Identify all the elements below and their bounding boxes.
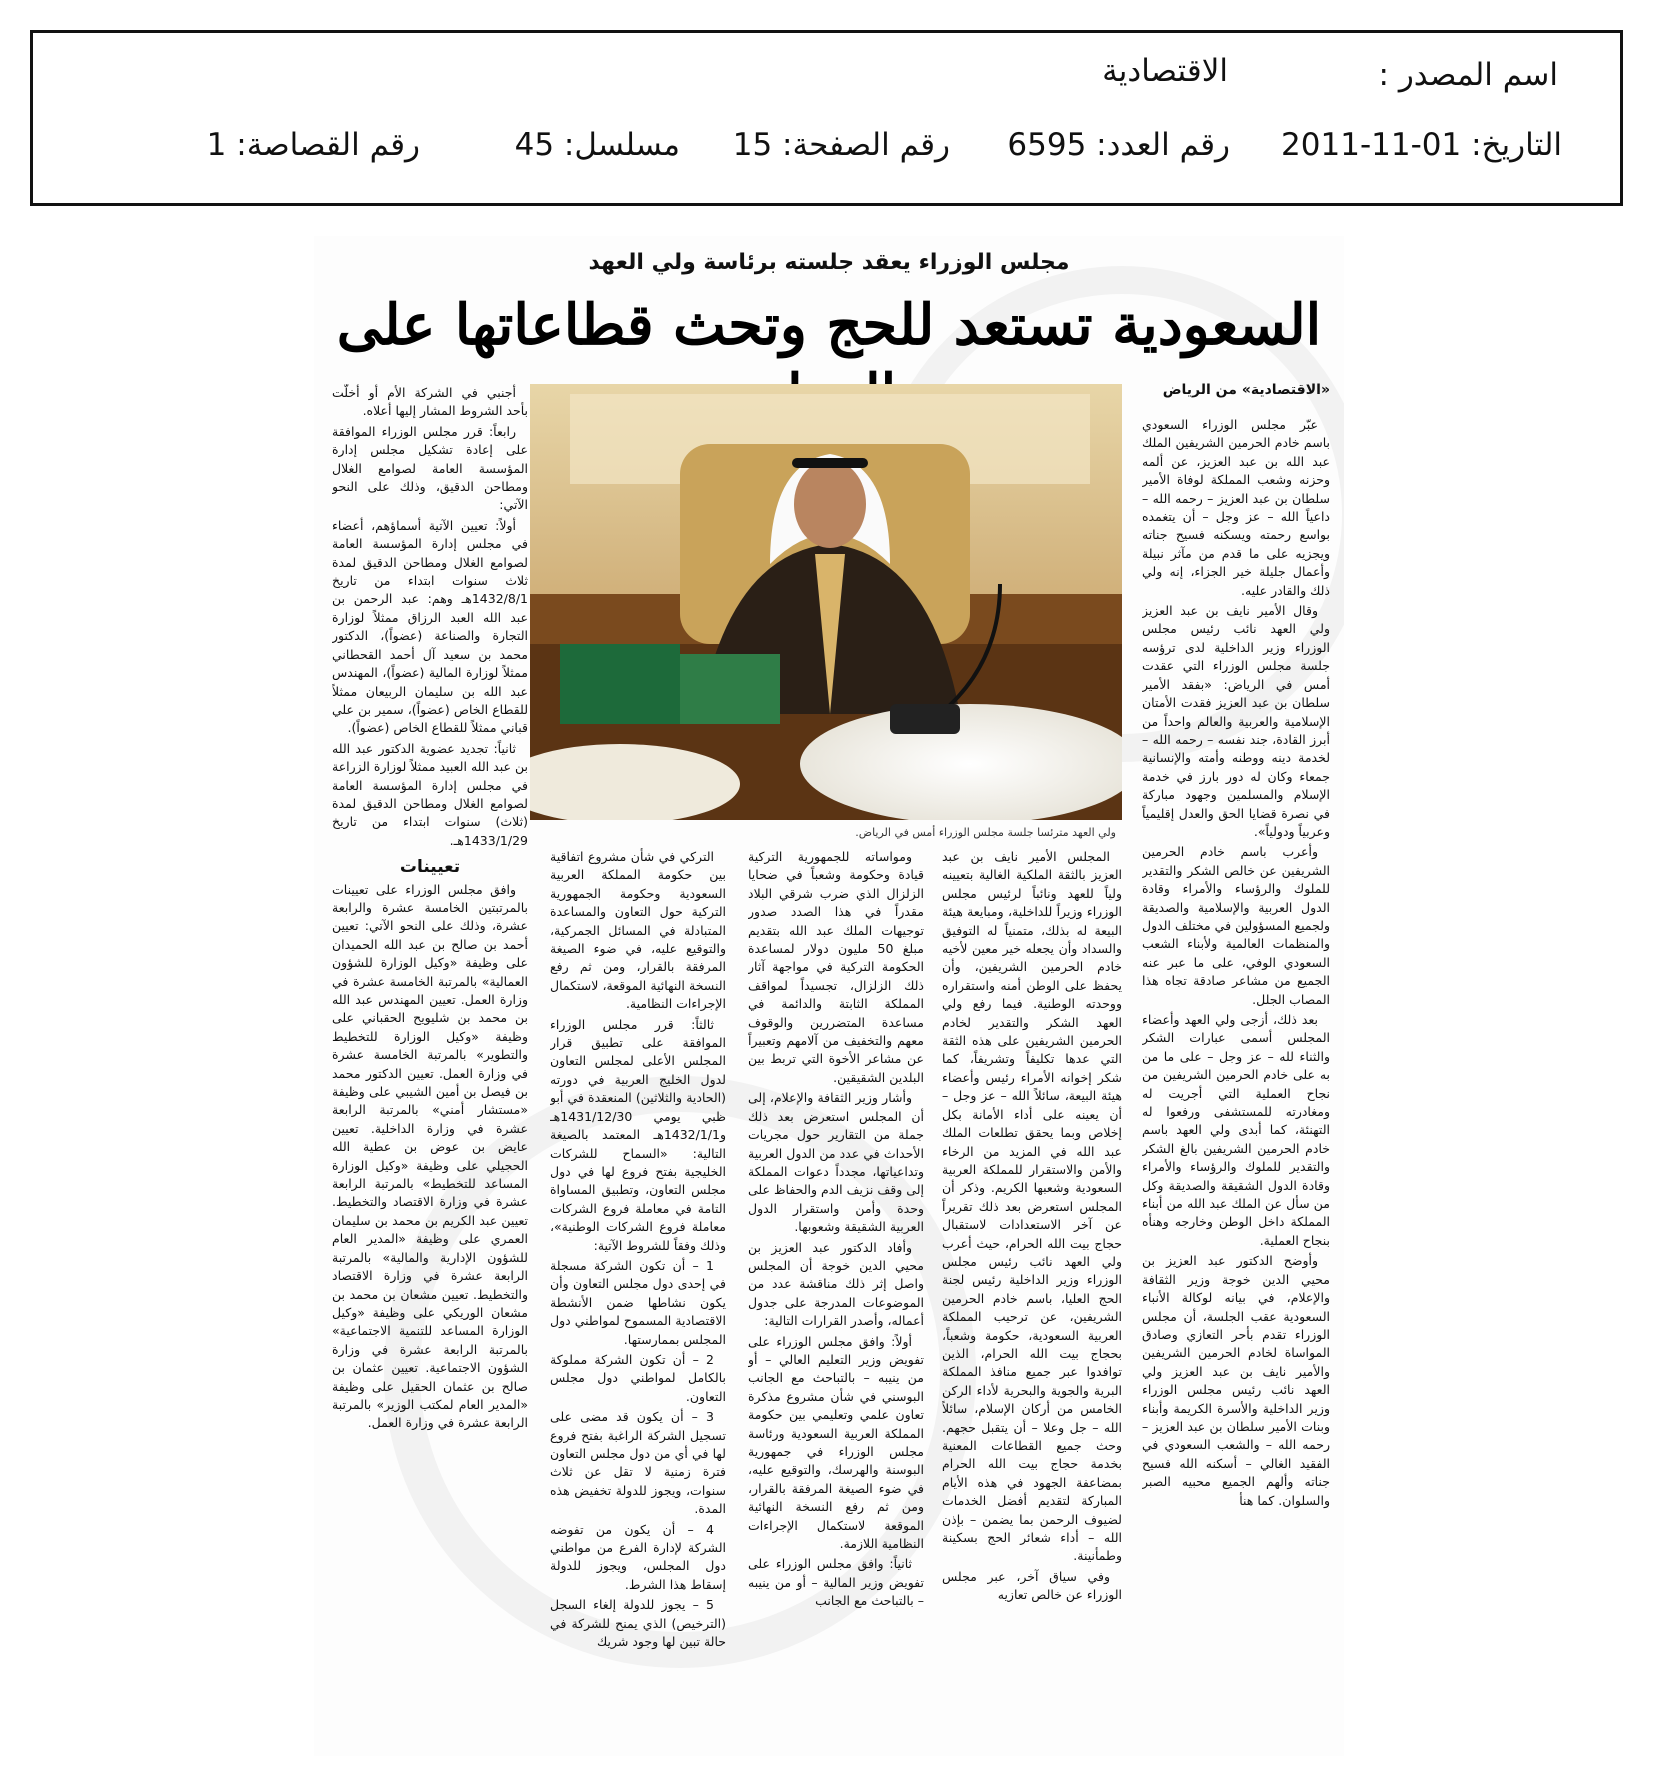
paragraph: 1 – أن تكون الشركة مسجلة في إحدى دول مجلس التعاون وأن يكون نشاطها ضمن الأنشطة الاقتصادية المسموح لمواطني دول المجلس بممارستها. <box>550 1257 726 1347</box>
paragraph: 3 – أن يكون قد مضى على تسجيل الشركة الراغبة بفتح فروع لها في أي من دول مجلس التعاون فترة زمنية لا تقل عن ثلاث سنوات، ويجوز للدولة تخفيض هذه المدة. <box>550 1409 726 1517</box>
article-photo <box>530 384 1122 820</box>
issue-number: رقم العدد: 6595 <box>1007 127 1230 163</box>
paragraph: 5 – يجوز للدولة إلغاء السجل (الترخيص) الذي يمنح للشركة في حالة تبين لها وجود شريك <box>550 1597 726 1650</box>
paragraph: المجلس الأمير نايف بن عبد العزيز بالثقة الملكية الغالية بتعيينه ولياً للعهد ونائباً لرئيس مجلس الوزراء وزيراً للداخلية، ومبايعة هيئة البيعة له بذلك، متمنياً له التوفيق والسداد وأن يجعله خير معين لأخيه خادم الحرمين الشريفين، وأن يحفظ على الوطن أمنه واستقراره ووحدته الوطنية. فيما رفع ولي العهد الشكر والتقدير لخادم الحرمين الشريفين على هذه الثقة التي عدها تكليفاً وتشريفاً، كما شكر إخوانه الأمراء رئيس وأعضاء هيئة البيعة، سائلاً الله – عز وجل – أن يعينه على أداء الأمانة بكل إخلاص وبما يحقق تطلعات الملك عبد الله في المزيد من الرخاء والأمن والاستقرار للمملكة العربية السعودية وشعبها الكريم. وذكر أن المجلس استعرض بعد ذلك تقريراً عن آخر الاستعدادات لاستقبال حجاج بيت الله الحرام، حيث أعرب ولي العهد نائب رئيس مجلس الوزراء وزير الداخلية رئيس لجنة الحج العليا، باسم خادم الحرمين الشريفين، عن ترحيب المملكة العربية السعودية، حكومة وشعباً، بحجاج بيت الله الحرام، الذين توافدوا عبر جميع منافذ المملكة البرية والجوية والبحرية لأداء الركن الخامس من أركان الإسلام، سائلاً الله – جل وعلا – أن يتقبل حجهم. وحث جميع القطاعات المعنية بخدمة حجاج بيت الله الحرام بمضاعفة الجهود في هذه الأيام المباركة لتقديم أفضل الخدمات لضيوف الرحمن بما يضمن – بإذن الله – أداء شعائر الحج بسكينة وطمأنينة. <box>942 849 1122 1564</box>
paragraph: ثانياً: وافق مجلس الوزراء على تفويض وزير المالية – أو من ينيبه – بالتباحث مع الجانب <box>748 1556 924 1609</box>
paragraph: أجنبي في الشركة الأم أو أخلّت بأحد الشروط المشار إليها أعلاه. <box>332 385 528 419</box>
date-field: التاريخ: 01-11-2011 <box>1281 127 1562 163</box>
paragraph: ثانياً: تجديد عضوية الدكتور عبد الله بن عبد الله العبيد ممثلاً لوزارة الزراعة في مجلس إدارة المؤسسة العامة لصوامع الغلال ومطاحن الدقيق لمدة (ثلاث) سنوات ابتداء من تاريخ 1433/1/29هـ. <box>332 740 528 848</box>
article-kicker: مجلس الوزراء يعقد جلسته برئاسة ولي العهد <box>588 250 1070 275</box>
article-column-5 <box>332 384 528 1746</box>
paragraph: وأعرب باسم خادم الحرمين الشريفين عن خالص الشكر والتقدير للملوك والرؤساء والأمراء وقادة الدول العربية والإسلامية والصديقة ولجميع المسؤولين في مختلف الدول والمنظمات العالمية ولأبناء الشعب السعودي الوفي، على ما عبر عنه الجميع من مشاعر صادقة تجاه هذا المصاب الجلل. <box>1142 844 1330 1007</box>
source-label: اسم المصدر : <box>1378 57 1558 93</box>
article-column-2 <box>942 848 1122 1746</box>
paragraph: وأوضح الدكتور عبد العزيز بن محيي الدين خوجة وزير الثقافة والإعلام، في بيانه لوكالة الأنباء السعودية عقب الجلسة، أن مجلس الوزراء تقدم بأحر التعازي وصادق المواساة لخادم الحرمين الشريفين والأمير نايف بن عبد العزيز ولي العهد نائب رئيس مجلس الوزراء وزير الداخلية والأسرة الكريمة وأبناء وبنات الأمير سلطان بن عبد العزيز – رحمه الله – والشعب السعودي في الفقيد الغالي – أسكنه الله فسيح جناته وألهم الجميع محبيه الصبر والسلوان. كما هنأ <box>1142 1253 1330 1508</box>
clipping-header <box>30 30 1623 206</box>
article-column-4 <box>550 848 726 1746</box>
section-heading: تعيينات <box>399 857 461 878</box>
paragraph: التركي في شأن مشروع اتفاقية بين حكومة المملكة العربية السعودية وحكومة الجمهورية التركية حول التعاون والمساعدة المتبادلة في المسائل الجمركية، والتوقيع عليه، في ضوء الصيغة المرفقة بالقرار، ومن ثم رفع النسخة النهائية الموقعة، لاستكمال الإجراءات النظامية. <box>550 849 726 1012</box>
source-name: الاقتصادية <box>1102 53 1228 89</box>
paragraph: وفي سياق آخر، عبر مجلس الوزراء عن خالص تعازيه <box>942 1568 1122 1603</box>
paragraph: أولاً: وافق مجلس الوزراء على تفويض وزير التعليم العالي – أو من ينيبه – بالتباحث مع الجانب البوسني في شأن مشروع مذكرة تعاون علمي وتعليمي بين حكومة المملكة العربية السعودية ورئاسة مجلس الوزراء في جمهورية البوسنة والهرسك، والتوقيع عليه، في ضوء الصيغة المرفقة بالقرار، ومن ثم رفع النسخة النهائية الموقعة لاستكمال الإجراءات النظامية اللازمة. <box>748 1333 924 1552</box>
paragraph: ومواساته للجمهورية التركية قيادة وحكومة وشعباً في ضحايا الزلزال الذي ضرب شرقي البلاد مقدراً في هذا الصدد صدور توجيهات الملك عبد الله بتقديم مبلغ 50 مليون دولار لمساعدة الحكومة التركية في مواجهة آثار ذلك الزلزال، تجسيداً لمواقف المملكة الثابتة والدائمة في مساعدة المتضررين والوقوف معهم والتخفيف من آلامهم وتعبيراً عن مشاعر الأخوة التي تربط بين البلدين الشقيقين. <box>748 849 924 1085</box>
photo-illustration <box>530 384 1122 820</box>
page-number: رقم الصفحة: 15 <box>732 127 950 163</box>
paragraph: بعد ذلك، أزجى ولي العهد وأعضاء المجلس أسمى عبارات الشكر والثناء لله – عز وجل – على ما من به على خادم الحرمين الشريفين من نجاح العملية التي أجريت له ومغادرته للمستشفى ورفعوا له التهنئة، كما أبدى ولي العهد باسم خادم الحرمين الشريفين بالغ الشكر والتقدير للملوك والرؤساء والأمراء وقادة الدول الشقيقة والصديقة وكل من سأل عن الملك عبد الله من أبناء المملكة داخل الوطن وخارجه وهنأه بنجاح العملية. <box>1142 1012 1330 1248</box>
paragraph: 2 – أن تكون الشركة مملوكة بالكامل لمواطني دول مجلس التعاون. <box>550 1351 726 1404</box>
article-byline: «الاقتصادية» من الرياض <box>1162 382 1330 398</box>
serial-number: مسلسل: 45 <box>514 127 680 163</box>
paragraph: وأشار وزير الثقافة والإعلام، إلى أن المجلس استعرض بعد ذلك جملة من التقارير حول مجريات الأحداث في عدد من الدول العربية وتداعياتها، مجدداً دعوات المملكة إلى وقف نزيف الدم والحفاظ على وحدة وأمن واستقرار الدول العربية الشقيقة وشعوبها. <box>748 1090 924 1235</box>
article-headline: السعودية تستعد للحج وتحث قطاعاتها على <box>336 292 1322 358</box>
newspaper-clipping <box>314 236 1344 1756</box>
paragraph: عبّر مجلس الوزراء السعودي باسم خادم الحرمين الشريفين الملك عبد الله بن عبد العزيز، عن ألمه وحزنه وشعب المملكة لوفاة الأمير سلطان بن عبد العزيز – رحمه الله – داعياً الله – عز وجل – أن يتغمده بواسع رحمته ويسكنه فسيح جناته ويجزيه على ما قدم من مآثر نبيلة وأعمال جليلة خير الجزاء، إنه ولي ذلك والقادر عليه. <box>1142 417 1330 598</box>
photo-caption: ولي العهد مترئسا جلسة مجلس الوزراء أمس في الرياض. <box>855 826 1116 839</box>
paragraph: وافق مجلس الوزراء على تعيينات بالمرتبتين الخامسة عشرة والرابعة عشرة، وذلك على النحو الآتي: تعيين أحمد بن صالح بن عبد الله الحميدان على وظيفة «وكيل الوزارة للشؤون العمالية» بالمرتبة الخامسة عشرة في وزارة العمل. تعيين المهندس عبد الله بن محمد بن شليويح الحقباني على وظيفة «وكيل الوزارة للتخطيط والتطوير» بالمرتبة الخامسة عشرة في وزارة العمل. تعيين الدكتور محمد بن فيصل بن أمين الشيبي على وظيفة «مستشار أمني» بالمرتبة الرابعة عشرة في وزارة الداخلية. تعيين عايض بن عوض بن عطية الله الحجيلي على وظيفة «وكيل الوزارة المساعد للتخطيط» بالمرتبة الرابعة عشرة في وزارة الاقتصاد والتخطيط. تعيين عبد الكريم بن محمد بن سليمان العمري على وظيفة «المدير العام للشؤون الإدارية والمالية» بالمرتبة الرابعة عشرة في وزارة الاقتصاد والتخطيط. تعيين مشعان بن محمد بن مشعان الوريكي على وظيفة «وكيل الوزارة المساعد للتنمية الاجتماعية» بالمرتبة الرابعة عشرة في وزارة الشؤون الاجتماعية. تعيين عثمان بن صالح بن عثمان الحقيل على وظيفة «المدير العام لمكتب الوزير» بالمرتبة الرابعة عشرة في وزارة العمل. <box>332 881 528 1431</box>
paragraph: 4 – أن يكون من تفوضه الشركة لإدارة الفرع من مواطني دول المجلس، ويجوز للدولة إسقاط هذا الشرط. <box>550 1521 726 1592</box>
paragraph: وأفاد الدكتور عبد العزيز بن محيي الدين خوجة أن المجلس واصل إثر ذلك مناقشة عدد من الموضوعات المدرجة على جدول أعماله، وأصدر القرارات التالية: <box>748 1239 924 1329</box>
article-column-1 <box>1142 416 1330 1746</box>
paragraph: أولاً: تعيين الآتية أسماؤهم، أعضاء في مجلس إدارة المؤسسة العامة لصوامع الغلال ومطاحن الدقيق لمدة ثلاث سنوات ابتداء من تاريخ 1432/8/1هـ وهم: عبد الرحمن بن عبد الله العبد الرزاق ممثلاً لوزارة التجارة والصناعة (عضواً)، الدكتور محمد بن سعيد آل أحمد القحطاني ممثلاً لوزارة المالية (عضواً)، المهندس عبد الله بن سليمان الربيعان ممثلاً للقطاع الخاص (عضواً)، سمير بن علي قباني ممثلاً للقطاع الخاص (عضواً). <box>332 517 528 736</box>
paragraph: رابعاً: قرر مجلس الوزراء الموافقة على إعادة تشكيل مجلس إدارة المؤسسة العامة لصوامع الغلال ومطاحن الدقيق، وذلك على النحو الآتي: <box>332 423 528 513</box>
paragraph: ثالثاً: قرر مجلس الوزراء الموافقة على تطبيق قرار المجلس الأعلى لمجلس التعاون لدول الخليج العربية في دورته (الحادية والثلاثين) المنعقدة في أبو ظبي يومي 1431/12/30هـ و1432/1/1هـ المعتمد بالصيغة التالية: «السماح للشركات الخليجية بفتح فروع لها في دول مجلس التعاون، وتطبيق المساواة التامة في معاملة فروع الشركات معاملة فروع الشركات الوطنية»، وذلك وفقاً للشروط الآتية: <box>550 1016 726 1253</box>
article-column-3 <box>748 848 924 1746</box>
paragraph: وقال الأمير نايف بن عبد العزيز ولي العهد نائب رئيس مجلس الوزراء وزير الداخلية لدى ترؤسه جلسة مجلس الوزراء التي عقدت أمس في الرياض: «بفقد الأمير سلطان بن عبد العزيز فقدت الأمتان الإسلامية والعربية والعالم واحداً من أبرز القادة، جند نفسه – رحمه الله – لخدمة دينه ووطنه وأمته والإنسانية جمعاء وكان له دور بارز في خدمة الإسلام والمسلمين وجهود مباركة في نصرة قضايا الحق والعدل إقليمياً وعربياً ودولياً». <box>1142 603 1330 839</box>
clip-number: رقم القصاصة: 1 <box>206 127 420 163</box>
